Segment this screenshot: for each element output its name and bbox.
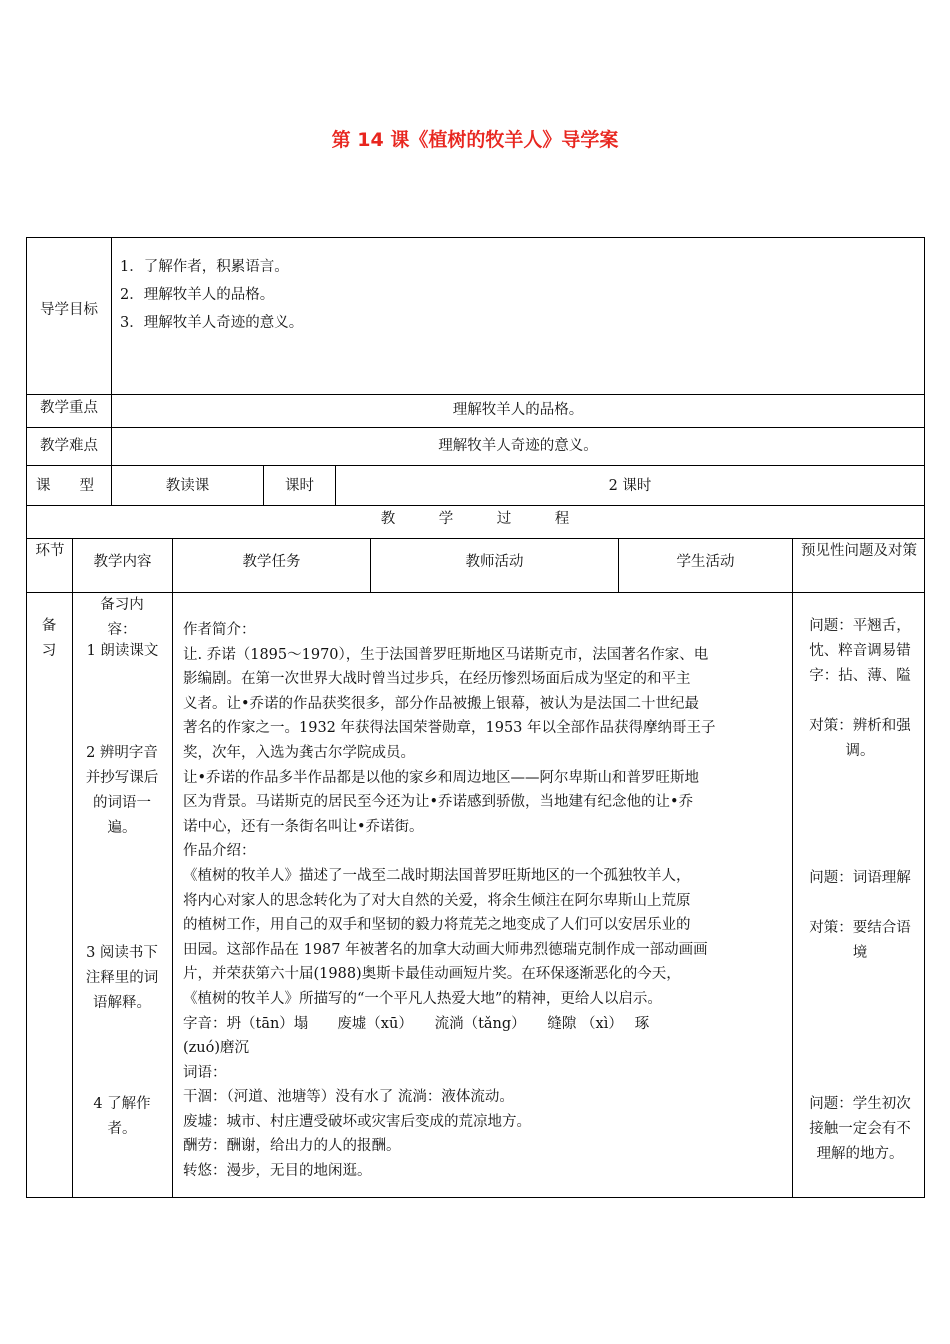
objective-item: 1．了解作者，积累语言。 xyxy=(120,259,289,275)
body-line: 转悠：漫步，无目的地闲逛。 xyxy=(183,1163,372,1180)
column-header-student: 学生活动 xyxy=(676,554,735,570)
hours-value: 2 课时 xyxy=(608,478,652,494)
body-line: 将内心对家人的思念转化为了对大自然的关爱，将余生倾注在阿尔卑斯山上荒原 xyxy=(183,892,691,909)
body-line: (zuó)磨沉 xyxy=(183,1040,250,1057)
objectives-label: 导学目标 xyxy=(40,302,98,318)
body-line: 义者。让•乔诺的作品获奖很多，部分作品被搬上银幕，被认为是法国二十世纪最 xyxy=(183,695,700,712)
strategy-item: 问题：平翘舌，忱、粹音调易错字：拈、薄、隘 xyxy=(809,618,911,684)
strategy-item: 问题：词语理解 xyxy=(809,870,911,886)
body-line: 的植树工作，用自己的双手和坚韧的毅力将荒芜之地变成了人们可以安居乐业的 xyxy=(183,917,691,934)
strategy-item: 问题：学生初次接触一定会有不理解的地方。 xyxy=(809,1096,911,1162)
column-header-strategy: 预见性问题及对策 xyxy=(801,543,917,559)
key-point-value: 理解牧羊人的品格。 xyxy=(452,402,584,418)
body-line: 奖，次年，入选为龚古尔学院成员。 xyxy=(183,744,415,761)
body-line: 田园。这部作品在 1987 年被著名的加拿大动画大师弗烈德瑞克制作成一部动画画 xyxy=(183,941,708,958)
content-item: 4 了解作者。 xyxy=(93,1096,151,1137)
column-header-teacher: 教师活动 xyxy=(465,554,524,570)
body-line: 片，并荣获第六十届(1988)奥斯卡最佳动画短片奖。在环保逐渐恶化的今天， xyxy=(183,966,681,983)
body-line: 酬劳：酬谢，给出力的人的报酬。 xyxy=(183,1138,401,1155)
difficulty-label: 教学难点 xyxy=(40,438,98,454)
content-item: 3 阅读书下注释里的词语解释。 xyxy=(85,945,159,1011)
body-line: 作品介绍： xyxy=(183,843,256,860)
process-header: 教 学 过 程 xyxy=(380,511,570,527)
body-line: 让•乔诺的作品多半作品都是以他的家乡和周边地区——阿尔卑斯山和普罗旺斯地 xyxy=(183,769,700,786)
body-line: 废墟：城市、村庄遭受破坏或灾害后变成的荒凉地方。 xyxy=(183,1113,531,1130)
strategy-item: 对策：要结合语境 xyxy=(809,920,911,961)
body-line: 著名的作家之一。1932 年获得法国荣誉勋章，1953 年以全部作品获得摩纳哥王子 xyxy=(183,720,716,737)
content-item: 备习内容： xyxy=(100,597,144,638)
lesson-type-label: 课 型 xyxy=(36,478,94,494)
body-line: 诺中心，还有一条街名叫让•乔诺街。 xyxy=(183,818,424,835)
key-point-label: 教学重点 xyxy=(40,400,98,416)
objective-item: 2．理解牧羊人的品格。 xyxy=(120,287,275,303)
body-line: 影编剧。在第一次世界大战时曾当过步兵，在经历惨烈场面后成为坚定的和平主 xyxy=(183,671,691,688)
page-title: 第 14 课《植树的牧羊人》导学案 xyxy=(331,129,619,151)
body-line: 让. 乔诺（1895～1970），生于法国普罗旺斯地区马诺斯克市，法国著名作家、电 xyxy=(183,646,709,663)
hours-label: 课时 xyxy=(285,478,314,494)
content-item: 2 辨明字音并抄写课后的词语一遍。 xyxy=(85,745,159,836)
objective-item: 3．理解牧羊人奇迹的意义。 xyxy=(120,315,304,331)
body-line: 作者简介： xyxy=(183,622,256,638)
body-line: 区为背景。马诺斯克的居民至今还为让•乔诺感到骄傲，当地建有纪念他的让•乔 xyxy=(183,794,694,811)
body-line: 《植树的牧羊人》所描写的“一个平凡人热爱大地”的精神，更给人以启示。 xyxy=(183,990,662,1007)
lesson-type-value: 教读课 xyxy=(165,478,210,494)
body-line: 词语： xyxy=(183,1064,227,1081)
column-header-task: 教学任务 xyxy=(242,554,301,570)
column-header-content: 教学内容 xyxy=(93,554,152,570)
content-item: 1 朗读课文 xyxy=(86,643,159,659)
difficulty-value: 理解牧羊人奇迹的意义。 xyxy=(438,438,598,454)
stage-label: 备习 xyxy=(41,618,57,659)
strategy-item: 对策：辨析和强调。 xyxy=(809,718,911,759)
body-line: 《植树的牧羊人》描述了一战至二战时期法国普罗旺斯地区的一个孤独牧羊人， xyxy=(183,867,691,884)
column-header-stage: 环节 xyxy=(35,543,65,559)
lesson-body-text xyxy=(183,618,787,1184)
body-line: 字音：坍（tān）塌 废墟（xū） 流淌（tǎng） 缝隙 （xì） 琢 xyxy=(183,1015,650,1032)
body-line: 干涸：（河道、池塘等）没有水了 流淌：液体流动。 xyxy=(183,1089,514,1106)
